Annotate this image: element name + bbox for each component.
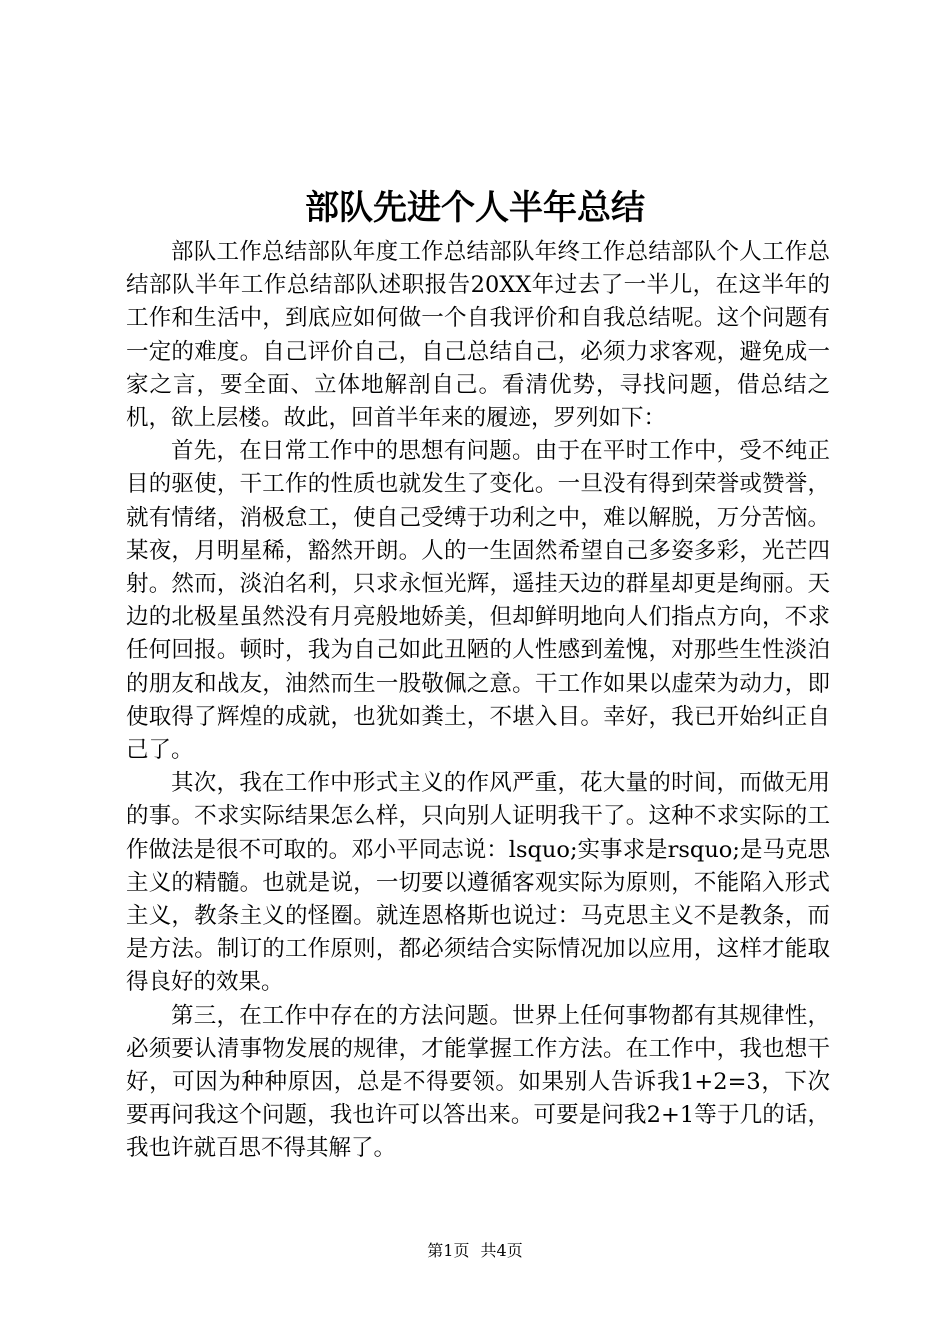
page-number-total: 共4页 <box>480 1241 523 1260</box>
page-footer <box>0 1240 950 1262</box>
document-body <box>126 236 830 1166</box>
page-number-current: 第1页 <box>427 1241 470 1260</box>
paragraph-third: 第三，在工作中存在的方法问题。世界上任何事物都有其规律性，必须要认清事物发展的规律，才能掌握工作方法。在工作中，我也想干好，可因为种种原因，总是不得要领。如果别人告诉我1+2=3，下次要再问我这个问题，我也许可以答出来。可要是问我2+1等于几的话，我也许就百思不得其解了。 <box>126 1002 830 1162</box>
paragraph-second: 其次，我在工作中形式主义的作风严重，花大量的时间，而做无用的事。不求实际结果怎么样，只向别人证明我干了。这种不求实际的工作做法是很不可取的。邓小平同志说：lsquo;实事求是rsquo;是马克思主义的精髓。也就是说，一切要以遵循客观实际为原则，不能陷入形式主义，教条主义的怪圈。就连恩格斯也说过：马克思主义不是教条，而是方法。制订的工作原则，都必须结合实际情况加以应用，这样才能取得良好的效果。 <box>126 770 830 996</box>
document-title: 部队先进个人半年总结 <box>305 188 645 228</box>
paragraph-intro: 部队工作总结部队年度工作总结部队年终工作总结部队个人工作总结部队半年工作总结部队述职报告20XX年过去了一半儿，在这半年的工作和生活中，到底应如何做一个自我评价和自我总结呢。这个问题有一定的难度。自己评价自己，自己总结自己，必须力求客观，避免成一家之言，要全面、立体地解剖自己。看清优势，寻找问题，借总结之机，欲上层楼。故此，回首半年来的履迹，罗列如下： <box>126 239 830 432</box>
paragraph-first: 首先，在日常工作中的思想有问题。由于在平时工作中，受不纯正目的驱使，干工作的性质也就发生了变化。一旦没有得到荣誉或赞誉，就有情绪，消极怠工，使自己受缚于功利之中，难以解脱，万分苦恼。某夜，月明星稀，豁然开朗。人的一生固然希望自己多姿多彩，光芒四射。然而，淡泊名利，只求永恒光辉，遥挂天边的群星却更是绚丽。天边的北极星虽然没有月亮般地娇美，但却鲜明地向人们指点方向，不求任何回报。顿时，我为自己如此丑陋的人性感到羞愧，对那些生性淡泊的朋友和战友，油然而生一股敬佩之意。干工作如果以虚荣为动力，即使取得了辉煌的成就，也犹如粪土，不堪入目。幸好，我已开始纠正自己了。 <box>126 438 830 764</box>
